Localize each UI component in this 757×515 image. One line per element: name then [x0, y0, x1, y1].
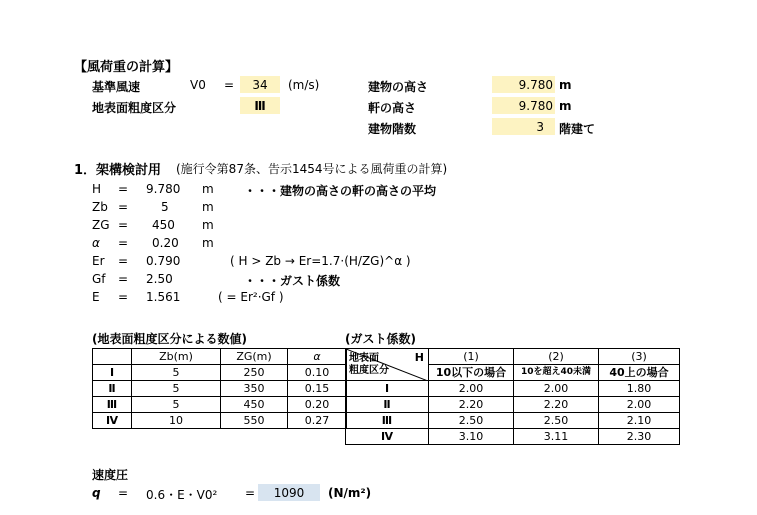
- corner-label-2: 粗度区分: [349, 365, 389, 376]
- table-cell: 2.00: [599, 397, 680, 413]
- table-header-cell: 10を超え40未満: [514, 365, 599, 381]
- param-equals: =: [118, 182, 129, 196]
- terrain-table: [92, 348, 347, 429]
- param-symbol: Zb: [92, 200, 108, 214]
- param-note: ( = Er²·Gf ): [218, 290, 284, 304]
- table-cell: Ⅳ: [93, 413, 132, 429]
- table-cell: 5: [132, 397, 221, 413]
- table-row: [346, 397, 680, 413]
- param-equals: =: [118, 272, 129, 286]
- height-value[interactable]: 9.780: [518, 78, 553, 92]
- table-header-cell: (2): [514, 349, 599, 365]
- table-cell: 0.27: [288, 413, 347, 429]
- param-note: ・・・建物の高さの軒の高さの平均: [244, 184, 437, 198]
- floors-label: 建物階数: [368, 122, 417, 136]
- corner-h-label: H: [414, 351, 424, 364]
- param-equals: =: [118, 236, 129, 250]
- param-equals: =: [118, 218, 129, 232]
- table-cell: Ⅰ: [346, 381, 429, 397]
- table-row: [93, 413, 347, 429]
- velocity-pressure-equals-2: =: [245, 486, 256, 500]
- table-cell: Ⅲ: [346, 413, 429, 429]
- table-header-cell: (3): [599, 349, 680, 365]
- table-header-cell: 10以下の場合: [429, 365, 514, 381]
- table-cell: 0.15: [288, 381, 347, 397]
- table-header-cell: Zb(m): [132, 349, 221, 365]
- table-cell: Ⅱ: [93, 381, 132, 397]
- table-cell: 5: [132, 381, 221, 397]
- table-cell: Ⅳ: [346, 429, 429, 445]
- param-symbol: E: [92, 290, 100, 304]
- table-cell: 2.00: [429, 381, 514, 397]
- param-value: 9.780: [146, 182, 181, 196]
- eave-value[interactable]: 9.780: [518, 99, 553, 113]
- table-cell: 250: [221, 365, 288, 381]
- param-symbol: Er: [92, 254, 105, 268]
- table-row: [346, 413, 680, 429]
- table-cell: 350: [221, 381, 288, 397]
- param-value: 2.50: [146, 272, 173, 286]
- param-note: ( H > Zb → Er=1.7·(H/ZG)^α ): [230, 254, 411, 268]
- eave-label: 軒の高さ: [368, 101, 417, 115]
- table-cell: 3.10: [429, 429, 514, 445]
- param-value: 1.561: [146, 290, 181, 304]
- table-cell: 2.50: [429, 413, 514, 429]
- v0-label: 基準風速: [92, 80, 141, 94]
- v0-value[interactable]: 34: [252, 78, 268, 92]
- section-note: (施行令第87条、告示1454号による風荷重の計算): [176, 162, 448, 176]
- velocity-pressure-unit: (N/m²): [328, 486, 372, 500]
- gust-table: [345, 348, 680, 445]
- table-header-cell: [93, 349, 132, 365]
- table-header-row: [93, 349, 347, 365]
- floors-value[interactable]: 3: [536, 120, 544, 134]
- terrain-label: 地表面粗度区分: [92, 101, 177, 115]
- param-equals: =: [118, 290, 129, 304]
- table-cell: 450: [221, 397, 288, 413]
- param-symbol: H: [92, 182, 102, 196]
- param-equals: =: [118, 254, 129, 268]
- table-cell: 0.20: [288, 397, 347, 413]
- table-cell: 2.50: [514, 413, 599, 429]
- table-cell: Ⅱ: [346, 397, 429, 413]
- param-unit: m: [202, 218, 214, 232]
- table-header-cell: (1): [429, 349, 514, 365]
- param-unit: m: [202, 236, 214, 250]
- floors-unit: 階建て: [559, 122, 596, 136]
- height-label: 建物の高さ: [368, 80, 429, 94]
- table-row: [346, 381, 680, 397]
- height-unit: m: [559, 78, 572, 92]
- param-value: 5: [161, 200, 169, 214]
- param-symbol: Gf: [92, 272, 106, 286]
- table-cell: 2.10: [599, 413, 680, 429]
- table-cell: 1.80: [599, 381, 680, 397]
- table-row: [93, 381, 347, 397]
- table-row: [93, 365, 347, 381]
- table-header-cell: ZG(m): [221, 349, 288, 365]
- table-cell: 550: [221, 413, 288, 429]
- param-note: ・・・ガスト係数: [244, 274, 341, 288]
- param-symbol: ZG: [92, 218, 110, 232]
- table-row: [346, 429, 680, 445]
- param-value: 450: [152, 218, 175, 232]
- table-header-row: [346, 349, 680, 365]
- velocity-pressure-label: 速度圧: [92, 468, 129, 482]
- v0-symbol: V0: [190, 78, 206, 92]
- v0-equals: =: [224, 78, 235, 92]
- corner-label-1: 地表面: [349, 353, 379, 364]
- terrain-value[interactable]: Ⅲ: [254, 99, 266, 113]
- table-cell: Ⅲ: [93, 397, 132, 413]
- param-unit: m: [202, 182, 214, 196]
- table-cell: 2.30: [599, 429, 680, 445]
- table-cell: 10: [132, 413, 221, 429]
- param-symbol: α: [92, 236, 100, 250]
- terrain-table-caption: (地表面粗度区分による数値): [92, 332, 247, 346]
- v0-unit: (m/s): [288, 78, 320, 92]
- table-cell: 2.00: [514, 381, 599, 397]
- page-title: 【風荷重の計算】: [74, 60, 179, 75]
- table-cell: 5: [132, 365, 221, 381]
- velocity-pressure-formula: 0.6・E・V0²: [146, 488, 218, 502]
- table-cell: 0.10: [288, 365, 347, 381]
- table-cell: 2.20: [429, 397, 514, 413]
- param-value: 0.20: [152, 236, 179, 250]
- section-heading: 1．架構検討用: [74, 163, 162, 178]
- table-cell: 3.11: [514, 429, 599, 445]
- param-value: 0.790: [146, 254, 181, 268]
- gust-table-caption: (ガスト係数): [345, 332, 416, 346]
- table-header-cell: 40上の場合: [599, 365, 680, 381]
- table-cell: 2.20: [514, 397, 599, 413]
- table-row: [93, 397, 347, 413]
- table-cell: Ⅰ: [93, 365, 132, 381]
- table-header-cell: α: [288, 349, 347, 365]
- gust-corner-cell: [346, 349, 429, 381]
- velocity-pressure-equals: =: [118, 486, 129, 500]
- velocity-pressure-symbol: q: [92, 486, 101, 500]
- param-equals: =: [118, 200, 129, 214]
- eave-unit: m: [559, 99, 572, 113]
- param-unit: m: [202, 200, 214, 214]
- velocity-pressure-value: 1090: [273, 486, 305, 500]
